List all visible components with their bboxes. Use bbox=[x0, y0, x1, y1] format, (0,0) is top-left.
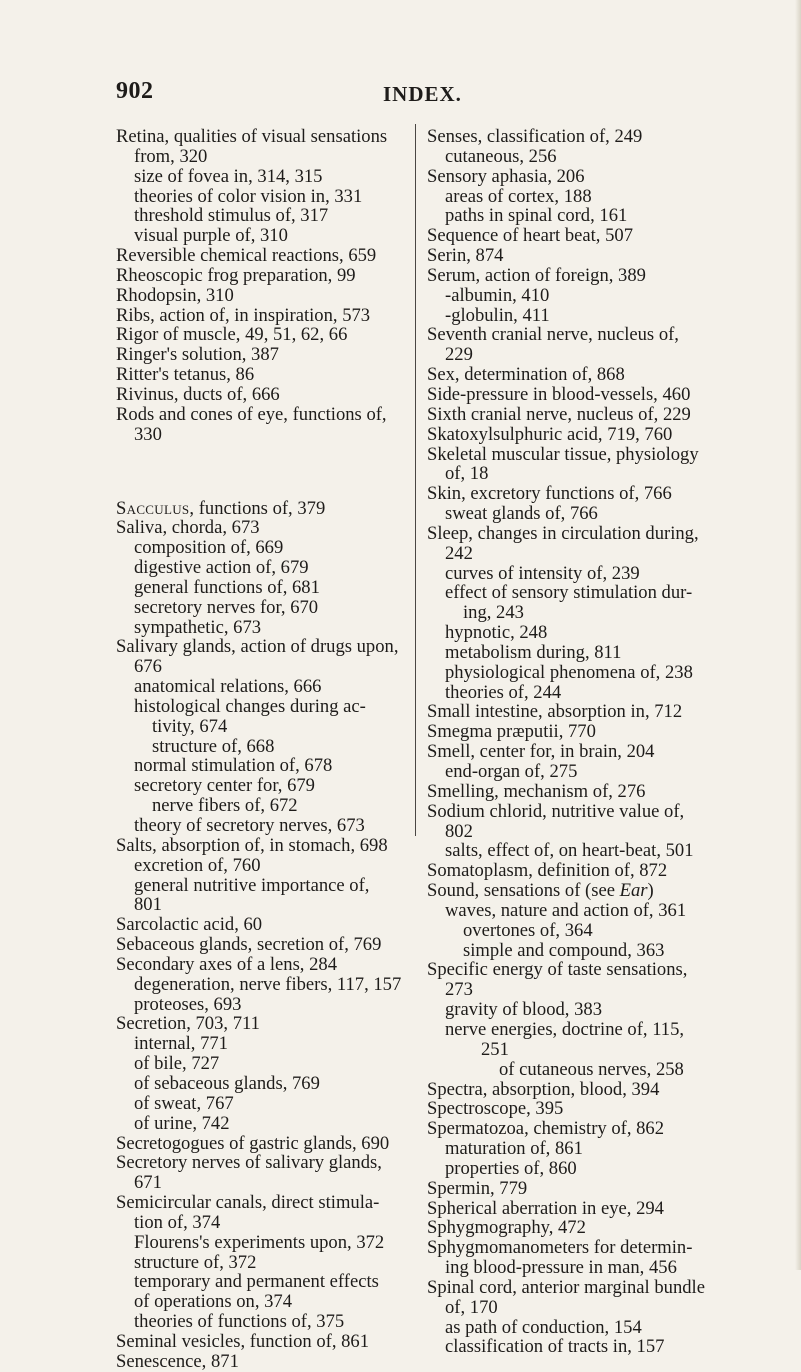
index-subentry: tion of, 374 bbox=[134, 1211, 221, 1233]
index-entry: Sodium chlorid, nutritive value of, bbox=[427, 800, 685, 822]
index-subentry: salts, effect of, on heart-beat, 501 bbox=[445, 840, 694, 862]
index-entry: Smegma præputii, 770 bbox=[427, 721, 596, 743]
index-entry: Smell, center for, in brain, 204 bbox=[427, 741, 655, 763]
index-subentry: nerve fibers of, 672 bbox=[152, 795, 298, 817]
index-subentry: secretory center for, 679 bbox=[134, 775, 315, 797]
running-title: INDEX. bbox=[383, 82, 462, 106]
index-entry: Sensory aphasia, 206 bbox=[427, 165, 585, 187]
index-subentry: histological changes during ac- bbox=[134, 695, 366, 717]
index-subentry: of operations on, 374 bbox=[134, 1291, 293, 1313]
index-subentry: 802 bbox=[445, 820, 473, 842]
index-subentry: paths in spinal cord, 161 bbox=[445, 205, 628, 227]
index-subentry: areas of cortex, 188 bbox=[445, 185, 592, 207]
index-subentry: -albumin, 410 bbox=[445, 284, 550, 306]
index-entry: Sex, determination of, 868 bbox=[427, 364, 625, 386]
index-subentry: normal stimulation of, 678 bbox=[134, 755, 333, 777]
index-subentry: secretory nerves for, 670 bbox=[134, 596, 319, 618]
index-entry: Salivary glands, action of drugs upon, bbox=[116, 636, 399, 658]
index-entry: Spinal cord, anterior marginal bundle bbox=[427, 1276, 705, 1298]
index-subentry: theories of, 244 bbox=[445, 681, 562, 703]
index-entry: Saliva, chorda, 673 bbox=[116, 517, 260, 539]
index-entry: Semicircular canals, direct stimula- bbox=[116, 1192, 380, 1214]
index-entry: Sphygmography, 472 bbox=[427, 1217, 586, 1239]
index-entry: Specific energy of taste sensations, bbox=[427, 959, 688, 981]
index-subentry: 273 bbox=[445, 979, 473, 1001]
index-subentry: of cutaneous nerves, 258 bbox=[499, 1058, 684, 1080]
index-subentry: cutaneous, 256 bbox=[445, 145, 557, 167]
index-subentry: 801 bbox=[134, 894, 162, 916]
index-subentry: hypnotic, 248 bbox=[445, 622, 548, 644]
index-entry: Seventh cranial nerve, nucleus of, bbox=[427, 324, 679, 346]
index-subentry: metabolism during, 811 bbox=[445, 641, 622, 663]
index-entry: Spectroscope, 395 bbox=[427, 1098, 564, 1120]
index-entry: Seminal vesicles, function of, 861 bbox=[116, 1330, 370, 1352]
index-entry: Skin, excretory functions of, 766 bbox=[427, 483, 672, 505]
index-subentry: 330 bbox=[134, 423, 162, 445]
index-subentry: threshold stimulus of, 317 bbox=[134, 205, 329, 227]
index-entry: Sound, sensations of (see Ear) bbox=[427, 880, 654, 902]
index-column-left bbox=[116, 127, 408, 1372]
index-entry: Ringer's solution, 387 bbox=[116, 344, 279, 366]
index-entry: Spermin, 779 bbox=[427, 1177, 528, 1199]
index-subentry: anatomical relations, 666 bbox=[134, 676, 322, 698]
index-subentry: physiological phenomena of, 238 bbox=[445, 661, 693, 683]
column-divider bbox=[415, 124, 416, 836]
index-entry: Sequence of heart beat, 507 bbox=[427, 225, 633, 247]
index-subentry: end-organ of, 275 bbox=[445, 761, 578, 782]
index-subentry: waves, nature and action of, 361 bbox=[445, 899, 687, 921]
index-subentry: as path of conduction, 154 bbox=[445, 1316, 642, 1338]
index-subentry: size of fovea in, 314, 315 bbox=[134, 165, 323, 187]
index-subentry: degeneration, nerve fibers, 117, 157 bbox=[134, 973, 402, 995]
index-subentry: sympathetic, 673 bbox=[134, 616, 262, 638]
index-entry: Secretory nerves of salivary glands, bbox=[116, 1152, 382, 1174]
index-subentry: Flourens's experiments upon, 372 bbox=[134, 1231, 385, 1253]
index-subentry: excretion of, 760 bbox=[134, 854, 261, 876]
index-entry: Ritter's tetanus, 86 bbox=[116, 364, 255, 386]
index-subentry: simple and compound, 363 bbox=[463, 939, 665, 961]
index-entry: Rigor of muscle, 49, 51, 62, 66 bbox=[116, 324, 348, 346]
index-subentry: visual purple of, 310 bbox=[134, 225, 288, 247]
index-subentry: maturation of, 861 bbox=[445, 1138, 583, 1160]
index-entry: Rods and cones of eye, functions of, bbox=[116, 403, 387, 425]
index-entry: Skeletal muscular tissue, physiology bbox=[427, 443, 699, 465]
index-entry: Small intestine, absorption in, 712 bbox=[427, 701, 683, 723]
index-entry: Secretion, 703, 711 bbox=[116, 1013, 260, 1035]
index-subentry: proteoses, 693 bbox=[134, 993, 242, 1015]
index-subentry: effect of sensory stimulation dur- bbox=[445, 582, 693, 604]
index-subentry: of, 170 bbox=[445, 1296, 498, 1318]
index-entry: Senses, classification of, 249 bbox=[427, 126, 643, 147]
index-entry: Senescence, 871 bbox=[116, 1350, 239, 1372]
index-entry: Rheoscopic frog preparation, 99 bbox=[116, 264, 356, 286]
index-entry: Side-pressure in blood-vessels, 460 bbox=[427, 383, 691, 405]
index-subentry: general nutritive importance of, bbox=[134, 874, 370, 896]
index-entry: Serum, action of foreign, 389 bbox=[427, 264, 646, 286]
index-subentry: gravity of blood, 383 bbox=[445, 999, 602, 1021]
index-subentry: 676 bbox=[134, 656, 162, 678]
index-subentry: internal, 771 bbox=[134, 1033, 228, 1055]
index-entry: Sebaceous glands, secretion of, 769 bbox=[116, 934, 382, 956]
index-entry: Skatoxylsulphuric acid, 719, 760 bbox=[427, 423, 673, 445]
index-subentry: overtones of, 364 bbox=[463, 919, 593, 941]
index-subentry: digestive action of, 679 bbox=[134, 557, 309, 579]
index-entry: Smelling, mechanism of, 276 bbox=[427, 780, 646, 802]
page-header bbox=[0, 78, 801, 108]
index-entry: Serin, 874 bbox=[427, 245, 504, 267]
index-subentry: 251 bbox=[481, 1038, 509, 1060]
index-subentry: 671 bbox=[134, 1172, 162, 1194]
index-entry: Salts, absorption of, in stomach, 698 bbox=[116, 834, 388, 856]
index-subentry: ing, 243 bbox=[463, 602, 524, 624]
index-entry: Sleep, changes in circulation during, bbox=[427, 522, 699, 544]
section-gap bbox=[116, 445, 408, 499]
index-subentry: -globulin, 411 bbox=[445, 304, 550, 326]
index-subentry: composition of, 669 bbox=[134, 537, 284, 559]
index-subentry: of bile, 727 bbox=[134, 1053, 220, 1075]
index-entry: Spermatozoa, chemistry of, 862 bbox=[427, 1118, 665, 1140]
index-subentry: theories of color vision in, 331 bbox=[134, 185, 363, 207]
index-subentry: of, 18 bbox=[445, 463, 489, 485]
index-subentry: temporary and permanent effects bbox=[134, 1271, 379, 1293]
index-subentry: structure of, 668 bbox=[152, 735, 275, 757]
index-entry: Retina, qualities of visual sensations bbox=[116, 126, 388, 147]
index-entry: Sphygmomanometers for determin- bbox=[427, 1237, 693, 1259]
index-subentry: theory of secretory nerves, 673 bbox=[134, 815, 365, 836]
index-subentry: of sebaceous glands, 769 bbox=[134, 1072, 320, 1094]
index-entry: Secretogogues of gastric glands, 690 bbox=[116, 1132, 390, 1154]
index-subentry: 229 bbox=[445, 344, 473, 366]
index-subentry: theories of functions of, 375 bbox=[134, 1311, 345, 1333]
index-subentry: of sweat, 767 bbox=[134, 1092, 234, 1114]
index-entry: Ribs, action of, in inspiration, 573 bbox=[116, 304, 371, 326]
index-entry: Spectra, absorption, blood, 394 bbox=[427, 1078, 660, 1100]
index-entry: Rhodopsin, 310 bbox=[116, 284, 234, 306]
index-subentry: structure of, 372 bbox=[134, 1251, 257, 1273]
index-subentry: nerve energies, doctrine of, 115, bbox=[445, 1018, 685, 1040]
index-subentry: classification of tracts in, 157 bbox=[445, 1336, 665, 1358]
index-entry: Spherical aberration in eye, 294 bbox=[427, 1197, 664, 1219]
index-subentry: sweat glands of, 766 bbox=[445, 503, 598, 525]
index-entry: Sarcolactic acid, 60 bbox=[116, 914, 263, 936]
index-subentry: tivity, 674 bbox=[152, 715, 228, 737]
index-subentry: 242 bbox=[445, 542, 473, 564]
index-entry: Rivinus, ducts of, 666 bbox=[116, 383, 280, 405]
index-entry: Somatoplasm, definition of, 872 bbox=[427, 860, 668, 882]
index-subentry: general functions of, 681 bbox=[134, 576, 320, 598]
index-subentry: properties of, 860 bbox=[445, 1157, 577, 1179]
index-subentry: from, 320 bbox=[134, 145, 208, 167]
page-edge bbox=[795, 0, 801, 1270]
index-entry: Sixth cranial nerve, nucleus of, 229 bbox=[427, 403, 691, 425]
index-subentry: curves of intensity of, 239 bbox=[445, 562, 640, 584]
index-subentry: of urine, 742 bbox=[134, 1112, 230, 1134]
index-subentry: ing blood-pressure in man, 456 bbox=[445, 1257, 677, 1279]
index-column-right bbox=[427, 127, 742, 1357]
index-entry: Reversible chemical reactions, 659 bbox=[116, 245, 377, 267]
page-number: 902 bbox=[116, 78, 154, 104]
index-entry: Secondary axes of a lens, 284 bbox=[116, 953, 337, 975]
index-entry: Sacculus, functions of, 379 bbox=[116, 497, 326, 519]
